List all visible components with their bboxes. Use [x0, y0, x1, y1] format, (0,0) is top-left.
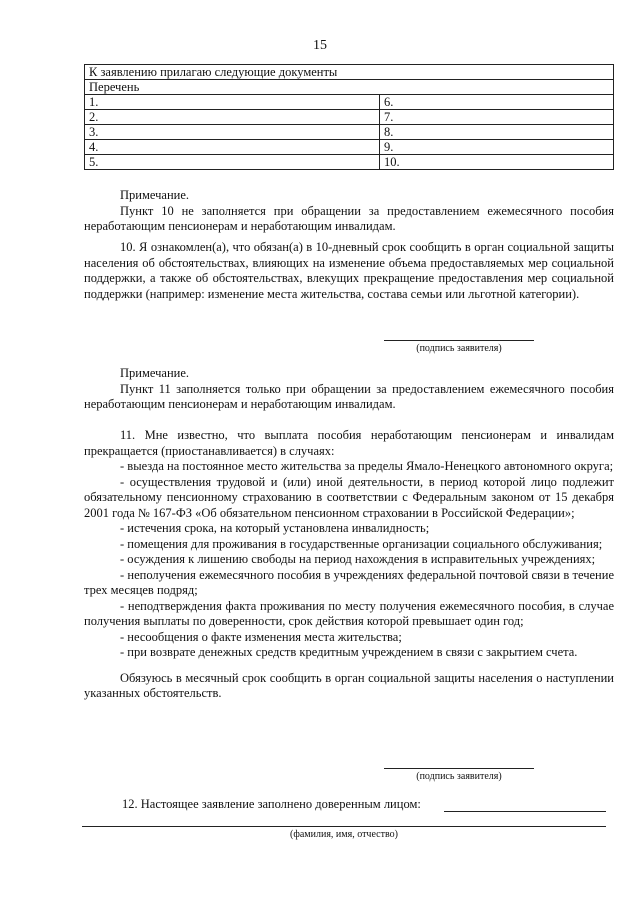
- table-row: [85, 140, 614, 155]
- documents-table: [84, 64, 614, 170]
- signature-line[interactable]: [384, 340, 534, 341]
- note-title: Примечание.: [120, 188, 190, 202]
- page-number: 15: [313, 38, 327, 53]
- table-cell[interactable]: 5.: [85, 155, 380, 170]
- list-item: - неполучения ежемесячного пособия в учреждениях федеральной почтовой связи в течение трех месяцев подряд;: [84, 567, 614, 597]
- table-cell[interactable]: 9.: [380, 140, 614, 155]
- paragraph-12: 12. Настоящее заявление заполнено доверенным лицом:: [122, 797, 421, 811]
- signature-line[interactable]: [384, 768, 534, 769]
- table-cell[interactable]: 1.: [85, 95, 380, 110]
- list-item: - помещения для проживания в государственные организации социального обслуживания;: [120, 536, 603, 551]
- list-item: - выезда на постоянное место жительства за пределы Ямало-Ненецкого автономного округа;: [120, 459, 614, 473]
- table-cell[interactable]: 3.: [85, 125, 380, 140]
- table-cell[interactable]: 10.: [380, 155, 614, 170]
- documents-table-subheader: Перечень: [85, 80, 614, 95]
- note-title: Примечание.: [120, 366, 190, 380]
- trusted-person-line[interactable]: [444, 811, 606, 812]
- paragraph-11-intro: 11. Мне известно, что выплата пособия неработающим пенсионерам и инвалидам прекращается (приостанавливается) в случаях:: [84, 428, 614, 458]
- table-row: [85, 125, 614, 140]
- fio-caption: (фамилия, имя, отчество): [290, 829, 398, 840]
- table-cell[interactable]: 8.: [380, 125, 614, 140]
- obligation-text: Обязуюсь в месячный срок сообщить в орган социальной защиты населения о наступлении указанных обстоятельств.: [84, 670, 614, 700]
- list-item: - несообщения о факте изменения места жительства;: [120, 629, 402, 644]
- note-text: Пункт 10 не заполняется при обращении за предоставлением ежемесячного пособия неработающим пенсионерам и неработающим инвалидам.: [84, 203, 614, 233]
- list-item: - осуждения к лишению свободы на период нахождения в исправительных учреждениях;: [120, 552, 596, 566]
- paragraph-10: 10. Я ознакомлен(а), что обязан(а) в 10-дневный срок сообщить в орган социальной защиты населения об обстоятельствах, влияющих на изменение объема предоставляемых мер социальной поддержки, а также об обстоятельствах, влекущих прекращение предоставления мер социальной поддержки (например: изменение места жительства, состава семьи или льготной категории).: [84, 240, 614, 301]
- list-item: - истечения срока, на который установлена инвалидность;: [120, 521, 430, 535]
- list-item: - осуществления трудовой и (или) иной деятельности, в период которой лицо подлежит обязательному пенсионному страхованию в соответствии с Федеральным законом от 15 декабря 2001 года № 167-ФЗ «Об обязательном пенсионном страховании в Российской Федерации»;: [84, 474, 614, 520]
- table-cell[interactable]: 6.: [380, 95, 614, 110]
- note-text: Пункт 11 заполняется только при обращении за предоставлением ежемесячного пособия неработающим пенсионерам и неработающим инвалидам.: [84, 381, 614, 411]
- table-cell[interactable]: 4.: [85, 140, 380, 155]
- list-item: - при возврате денежных средств кредитным учреждением в связи с закрытием счета.: [120, 645, 578, 659]
- signature-caption: (подпись заявителя): [416, 771, 502, 782]
- signature-caption: (подпись заявителя): [416, 343, 502, 354]
- table-row: [85, 110, 614, 125]
- table-cell[interactable]: 2.: [85, 110, 380, 125]
- table-row: [85, 155, 614, 170]
- note-10: [84, 188, 614, 235]
- table-cell[interactable]: 7.: [380, 110, 614, 125]
- list-item: - неподтверждения факта проживания по месту получения ежемесячного пособия, в случае получения выплаты по доверенности, срок действия которой превышает один год;: [84, 598, 614, 628]
- paragraph-11: [84, 428, 614, 702]
- fio-line[interactable]: [82, 826, 606, 827]
- table-row: [85, 95, 614, 110]
- documents-table-header: К заявлению прилагаю следующие документы: [85, 65, 614, 80]
- note-11: [84, 366, 614, 413]
